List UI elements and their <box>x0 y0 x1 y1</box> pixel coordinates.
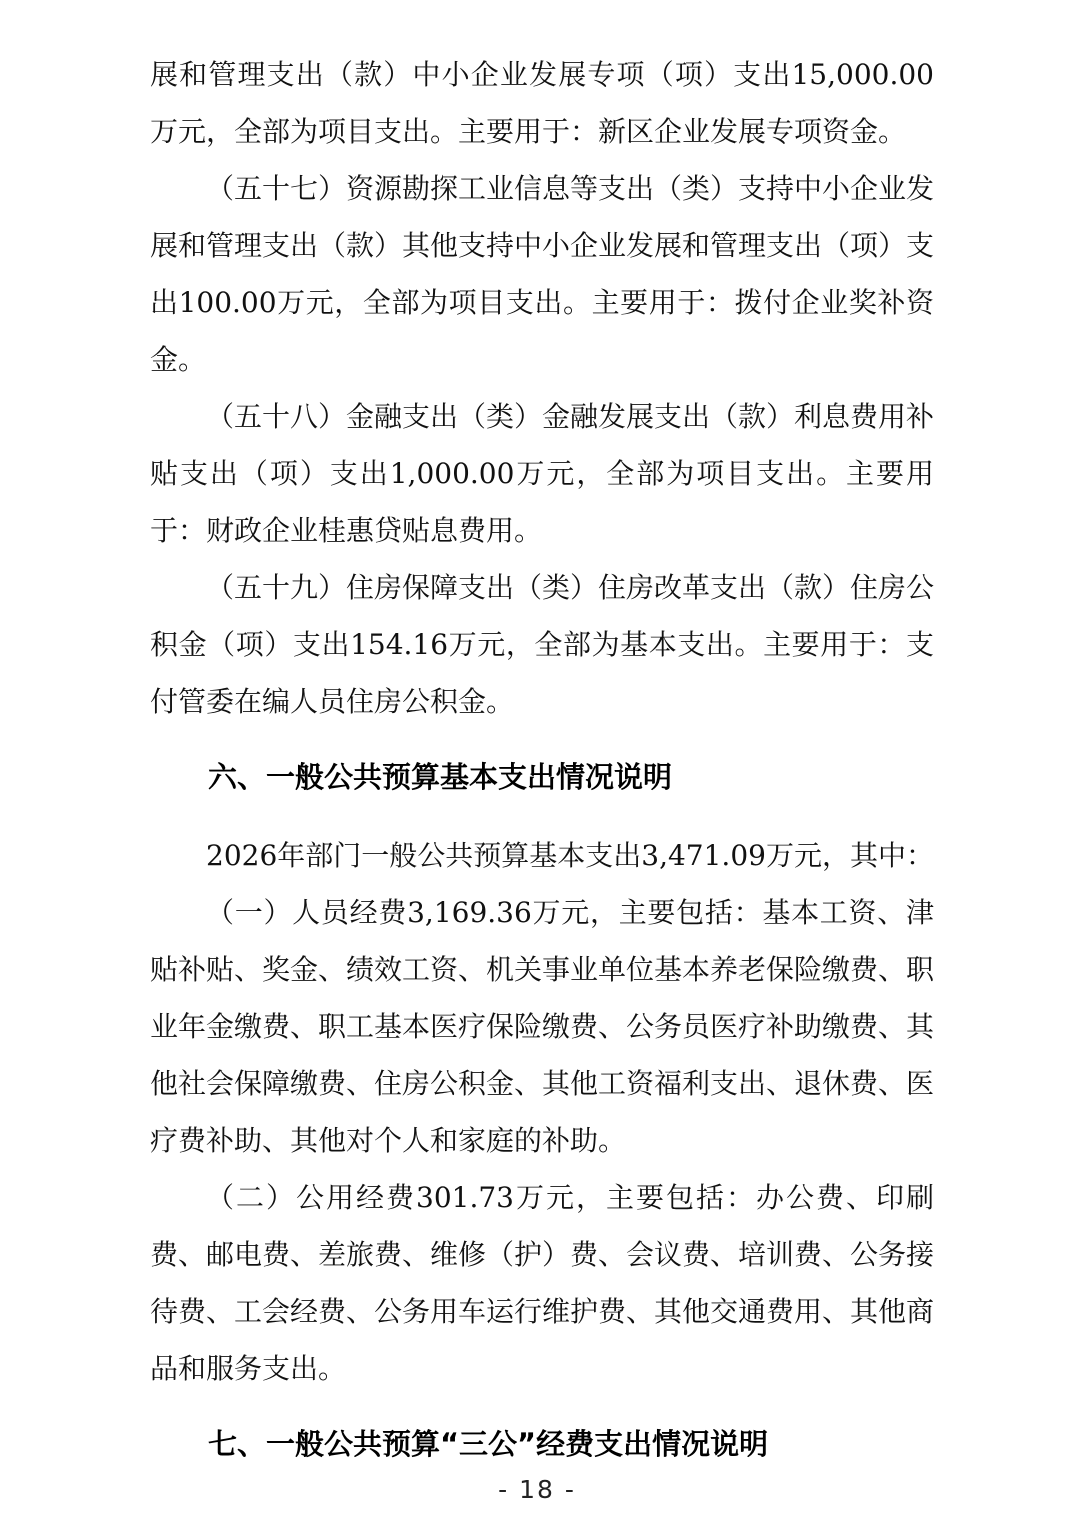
paragraph-public-funds: （二）公用经费301.73万元，主要包括：办公费、印刷费、邮电费、差旅费、维修（护）费、会议费、培训费、公务接待费、工会经费、公务用车运行维护费、其他交通费用、其他商品和服务支出。 <box>150 1181 935 1385</box>
paragraph-item-59: （五十九）住房保障支出（类）住房改革支出（款）住房公积金（项）支出154.16万元，全部为基本支出。主要用于：支付管委在编人员住房公积金。 <box>150 571 935 718</box>
paragraph-personnel-funds: （一）人员经费3,169.36万元，主要包括：基本工资、津贴补贴、奖金、绩效工资、机关事业单位基本养老保险缴费、职业年金缴费、职工基本医疗保险缴费、公务员医疗补助缴费、其他社会保障缴费、住房公积金、其他工资福利支出、退休费、医疗费补助、其他对个人和家庭的补助。 <box>150 896 935 1157</box>
paragraph-item-58: （五十八）金融支出（类）金融发展支出（款）利息费用补贴支出（项）支出1,000.00万元，全部为项目支出。主要用于：财政企业桂惠贷贴息费用。 <box>150 400 935 547</box>
paragraph-item-57: （五十七）资源勘探工业信息等支出（类）支持中小企业发展和管理支出（款）其他支持中小企业发展和管理支出（项）支出100.00万元，全部为项目支出。主要用于：拨付企业奖补资金。 <box>150 172 935 376</box>
paragraph-basic-expenditure-total: 2026年部门一般公共预算基本支出3,471.09万元，其中： <box>206 839 934 872</box>
section-heading-six: 六、一般公共预算基本支出情况说明 <box>208 760 673 794</box>
document-body <box>150 46 934 1494</box>
page-number: - 18 - <box>498 1475 576 1504</box>
section-heading-seven: 七、一般公共预算“三公”经费支出情况说明 <box>208 1427 769 1461</box>
paragraph-continuation: 展和管理支出（款）中小企业发展专项（项）支出15,000.00万元，全部为项目支出。主要用于：新区企业发展专项资金。 <box>150 58 934 148</box>
